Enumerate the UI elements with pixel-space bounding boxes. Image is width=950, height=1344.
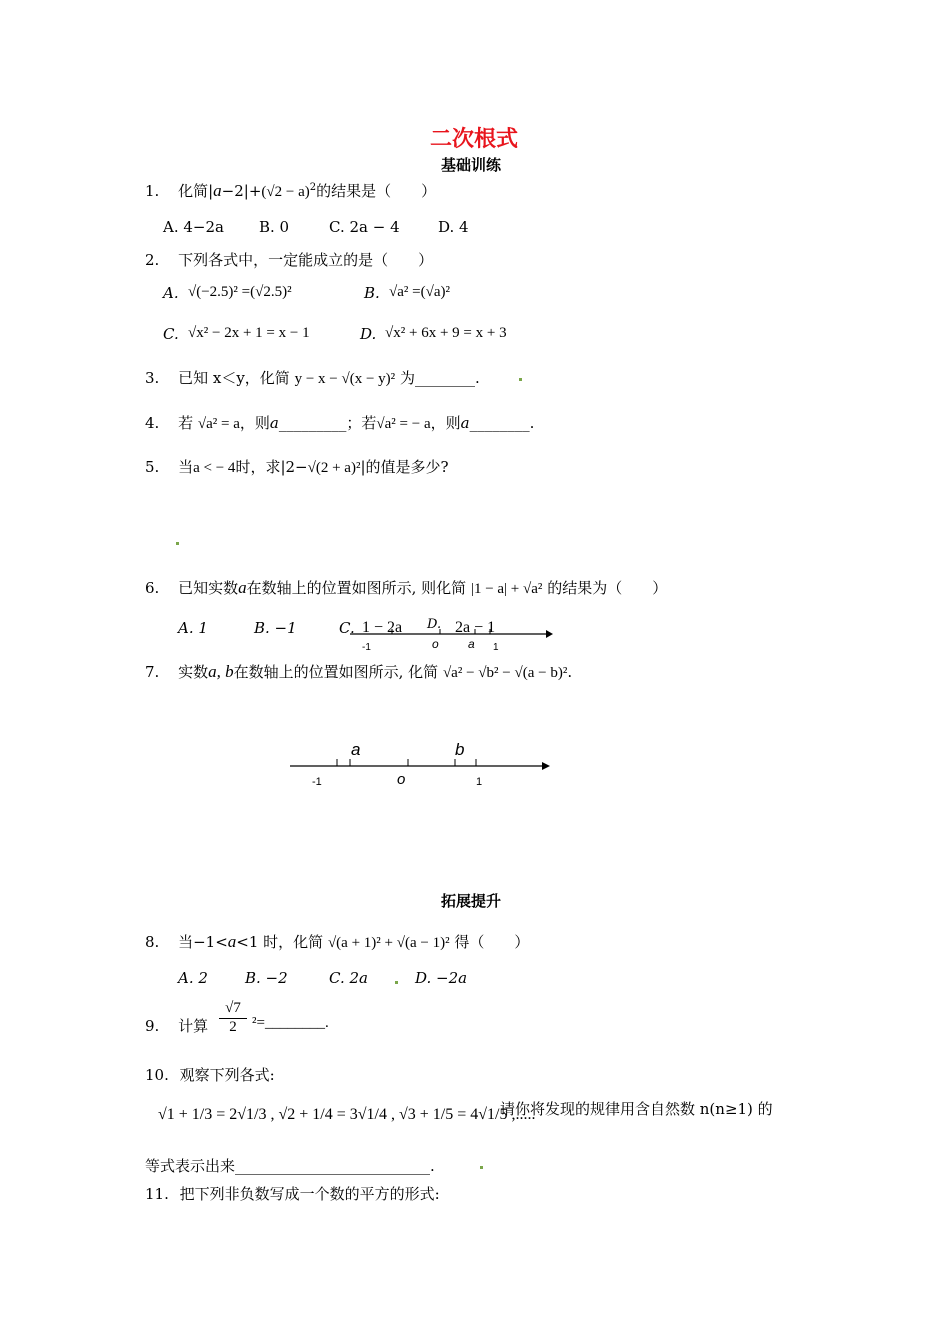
q2-option-b-label: B.	[364, 284, 380, 302]
decorative-dot	[395, 981, 398, 984]
question-text: ²=________.	[252, 1015, 329, 1031]
decorative-dot	[480, 1166, 483, 1169]
question-number: 4.	[145, 414, 160, 432]
question-3	[145, 367, 480, 388]
page-title: 二次根式	[430, 127, 519, 152]
axis-label-a: a	[351, 740, 361, 759]
decorative-dot	[519, 378, 522, 381]
question-text: .	[567, 663, 573, 681]
math-expression: (√2 − a)	[261, 184, 310, 200]
question-text: 当	[178, 458, 194, 476]
var-a: a	[213, 181, 222, 200]
question-text: 实数	[178, 663, 209, 681]
math-expression: √(2 + a)²	[307, 460, 361, 476]
math-expression: √a² − √b² − √(a − b)²	[442, 665, 568, 681]
var-a: a	[460, 414, 470, 432]
question-text: 当−1<	[178, 933, 228, 951]
question-5	[145, 456, 449, 477]
var-ab: a, b	[208, 662, 234, 681]
question-number: 8.	[145, 933, 160, 951]
axis-arrow-icon	[542, 762, 550, 770]
q6-option-c-label: C.	[339, 619, 355, 637]
question-text: 若	[178, 414, 194, 432]
question-2	[145, 249, 433, 270]
math-expression: y − x − √(x − y)²	[294, 371, 396, 387]
pattern-series: √1 + 1/3 = 2√1/3 , √2 + 1/4 = 3√1/4 , √3 + 1/5 = 4√1/5 ,.....	[158, 1106, 536, 1123]
question-6	[145, 577, 667, 598]
axis-arrow-icon	[546, 630, 553, 638]
question-9	[145, 1015, 208, 1036]
question-4	[145, 412, 534, 433]
question-8	[145, 931, 529, 952]
question-text: 计算	[178, 1017, 209, 1035]
q2-option-c-expr: √x² − 2x + 1 = x − 1	[188, 325, 310, 341]
question-text: 为________.	[399, 369, 480, 387]
question-10	[145, 1064, 275, 1085]
q2-option-a-label: A.	[163, 284, 179, 302]
answer-line: 等式表示出来__________________________.	[145, 1157, 435, 1175]
axis-label-b: b	[455, 740, 465, 759]
q8-option-a: A. 2	[178, 969, 208, 987]
q6-option-b: B. −1	[254, 619, 297, 637]
question-text: 下列各式中，一定能成立的是（ ）	[178, 251, 434, 269]
fraction	[215, 1000, 251, 1036]
question-text: <1 时，化简	[236, 933, 324, 951]
var-a: a	[238, 578, 247, 597]
question-number: 10.	[145, 1066, 169, 1084]
axis-label-neg1: -1	[312, 776, 322, 788]
axis-label-origin: o	[432, 637, 439, 651]
math-expression: |1 − a| + √a²	[470, 581, 543, 597]
var-a: a	[269, 414, 279, 432]
question-number: 9.	[145, 1017, 160, 1035]
q6-option-d-label: D.	[427, 617, 442, 632]
question-text: −2|+	[221, 182, 262, 200]
question-text: ，则	[430, 414, 461, 432]
q8-option-b: B. −2	[245, 969, 288, 987]
axis-label-a: a	[468, 637, 475, 651]
q2-option-d-expr: √x² + 6x + 9 = x + 3	[385, 325, 507, 341]
math-expression: √a² = a	[197, 416, 240, 432]
question-number: 7.	[145, 663, 160, 681]
question-number: 3.	[145, 369, 160, 387]
question-text: 已知实数	[178, 579, 239, 597]
fraction-numerator: √7	[225, 1000, 241, 1016]
question-text: 在数轴上的位置如图所示, 化简	[233, 663, 439, 681]
axis-label-1: 1	[493, 642, 499, 653]
question-text: 请你将发现的规律用含自然数 n(n≥1) 的	[500, 1100, 773, 1118]
question-text: 的结果是（ ）	[316, 182, 437, 200]
question-text: 在数轴上的位置如图所示, 则化简	[246, 579, 467, 597]
q1-option-a: A. 4−2a	[163, 218, 224, 236]
question-text: 的结果为（ ）	[547, 579, 668, 597]
math-expression: √(a + 1)² + √(a − 1)²	[327, 935, 450, 951]
question-text: ________.	[469, 414, 535, 432]
exponent: 2	[309, 182, 317, 193]
question-text: 化简|	[178, 182, 214, 200]
q2-option-a-expr: √(−2.5)² =(√2.5)²	[188, 284, 292, 300]
question-text: 把下列非负数写成一个数的平方的形式:	[179, 1185, 440, 1203]
q6-option-a: A. 1	[178, 619, 208, 637]
q8-option-c: C. 2a	[329, 969, 368, 987]
q6-option-d-expr: 2a − 1	[455, 619, 496, 636]
math-expression: √a² = − a	[376, 416, 431, 432]
section-heading-basic: 基础训练	[441, 156, 502, 174]
question-text: _________；若	[278, 414, 377, 432]
question-1	[145, 180, 436, 201]
q6-number-line	[350, 626, 555, 654]
q1-option-d: D. 4	[438, 218, 469, 236]
section-heading-extension: 拓展提升	[441, 892, 502, 910]
q7-number-line	[290, 738, 555, 790]
question-number: 1.	[145, 182, 160, 200]
q2-option-c-label: C.	[163, 325, 179, 343]
question-text: |的值是多少?	[360, 458, 449, 476]
question-text: ，则	[239, 414, 270, 432]
var-a: a	[227, 932, 237, 951]
question-number: 2.	[145, 251, 160, 269]
q1-option-b: B. 0	[259, 218, 290, 236]
question-number: 11.	[145, 1185, 169, 1203]
question-text: 时，求|2−	[235, 458, 308, 476]
q2-option-b-expr: √a² =(√a)²	[389, 284, 450, 300]
question-text: 已知 x＜y，化简	[178, 369, 290, 387]
q6-option-c-expr: 1 − 2a	[362, 619, 403, 636]
question-7	[145, 661, 572, 682]
question-number: 6.	[145, 579, 160, 597]
question-11	[145, 1183, 440, 1204]
question-number: 5.	[145, 458, 160, 476]
question-text: 观察下列各式:	[179, 1066, 275, 1084]
question-text: 得（ ）	[454, 933, 530, 951]
math-condition: a < − 4	[193, 460, 236, 476]
decorative-dot	[176, 542, 179, 545]
axis-label-1: 1	[476, 776, 483, 788]
q2-option-d-label: D.	[360, 325, 377, 343]
fraction-denominator: 2	[229, 1019, 237, 1035]
q8-option-d: D. −2a	[415, 969, 468, 987]
q1-option-c: C. 2a − 4	[329, 218, 400, 236]
axis-label-origin: o	[397, 771, 406, 788]
axis-label-neg1: -1	[362, 642, 371, 653]
